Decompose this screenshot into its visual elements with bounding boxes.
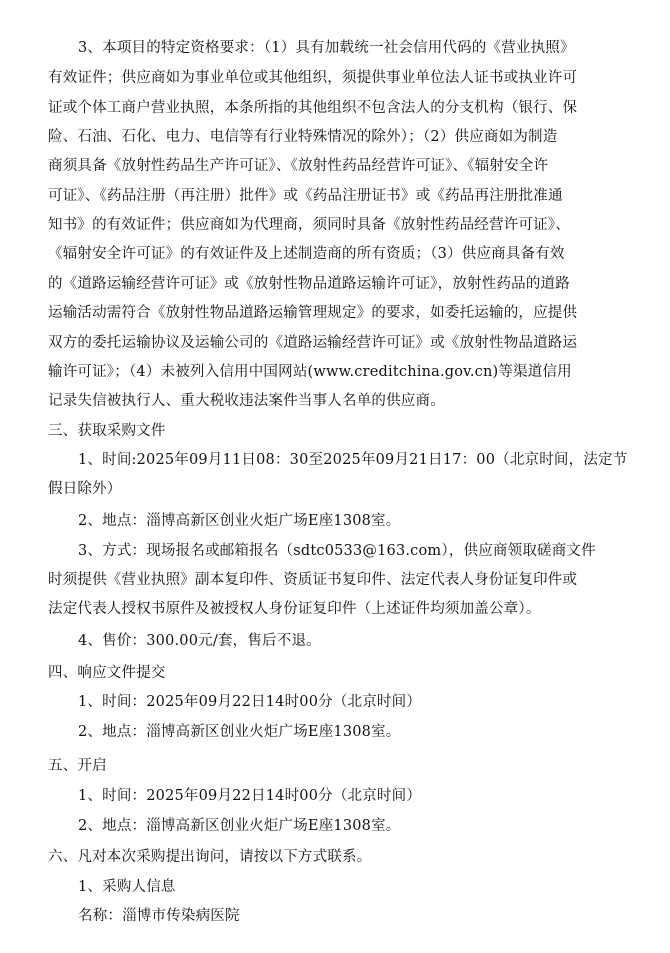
section-heading: 五、开启 [48,758,107,774]
text-line: 3、方式：现场报名或邮箱报名（sdtc0533@163.com），供应商领取磋商文件 [78,543,596,559]
text-line: 可证》、《药品注册（再注册）批件》或《药品注册证书》或《药品再注册批准通 [48,188,563,204]
text-line: 时须提供《营业执照》副本复印件、资质证书复印件、法定代表人身份证复印件或 [48,572,578,588]
text-line: 双方的委托运输协议及运输公司的《道路运输经营许可证》或《放射性物品道路运 [48,335,578,351]
text-line: 有效证件；供应商如为事业单位或其他组织，须提供事业单位法人证书或执业许可 [48,70,578,86]
text-line: 《辐射安全许可证》的有效证件及上述制造商的所有资质；（3）供应商具备有效 [48,246,565,262]
text-line: 知书》的有效证件；供应商如为代理商，须同时具备《放射性药品经营许可证》、 [48,217,570,233]
text-line: 证或个体工商户营业执照，本条所指的其他组织不包含法人的分支机构（银行、保 [48,100,578,116]
text-line: 记录失信被执行人、重大税收违法案件当事人名单的供应商。 [48,393,445,409]
text-line: 1、时间:2025年09月11日08：30至2025年09月21日17：00（北京时间，法定节 [78,452,628,468]
text-line: 法定代表人授权书原件及被授权人身份证复印件（上述证件均须加盖公章）。 [48,601,541,617]
text-line: 名称：淄博市传染病医院 [78,908,240,924]
text-line: 1、时间：2025年09月22日14时00分（北京时间） [78,694,422,710]
section-heading: 四、响应文件提交 [48,665,166,681]
text-line: 2、地点：淄博高新区创业火炬广场E座1308室。 [78,513,401,529]
text-line: 3、本项目的特定资格要求：（1）具有加载统一社会信用代码的《营业执照》 [78,40,575,56]
text-line: 4、售价：300.00元/套，售后不退。 [78,633,321,649]
text-line: 1、采购人信息 [78,879,176,895]
text-line: 假日除外） [48,481,122,497]
text-line: 1、时间：2025年09月22日14时00分（北京时间） [78,788,422,804]
text-line: 的《道路运输经营许可证》或《放射性物品道路运输许可证》，放射性药品的道路 [48,276,570,292]
text-line: 2、地点：淄博高新区创业火炬广场E座1308室。 [78,818,401,834]
text-line: 运输活动需符合《放射性物品道路运输管理规定》的要求，如委托运输的，应提供 [48,305,578,321]
text-line: 商须具备《放射性药品生产许可证》、《放射性药品经营许可证》、《辐射安全许 [48,158,549,174]
section-heading: 三、获取采购文件 [48,423,166,439]
text-line: 输许可证》；（4）未被列入信用中国网站(www.creditchina.gov.cn)等渠道信用 [48,364,572,380]
text-line: 2、地点：淄博高新区创业火炬广场E座1308室。 [78,724,401,740]
text-line: 险、石油、石化、电力、电信等有行业特殊情况的除外）；（2）供应商如为制造 [48,129,558,145]
section-heading: 六、凡对本次采购提出询问，请按以下方式联系。 [48,849,372,865]
